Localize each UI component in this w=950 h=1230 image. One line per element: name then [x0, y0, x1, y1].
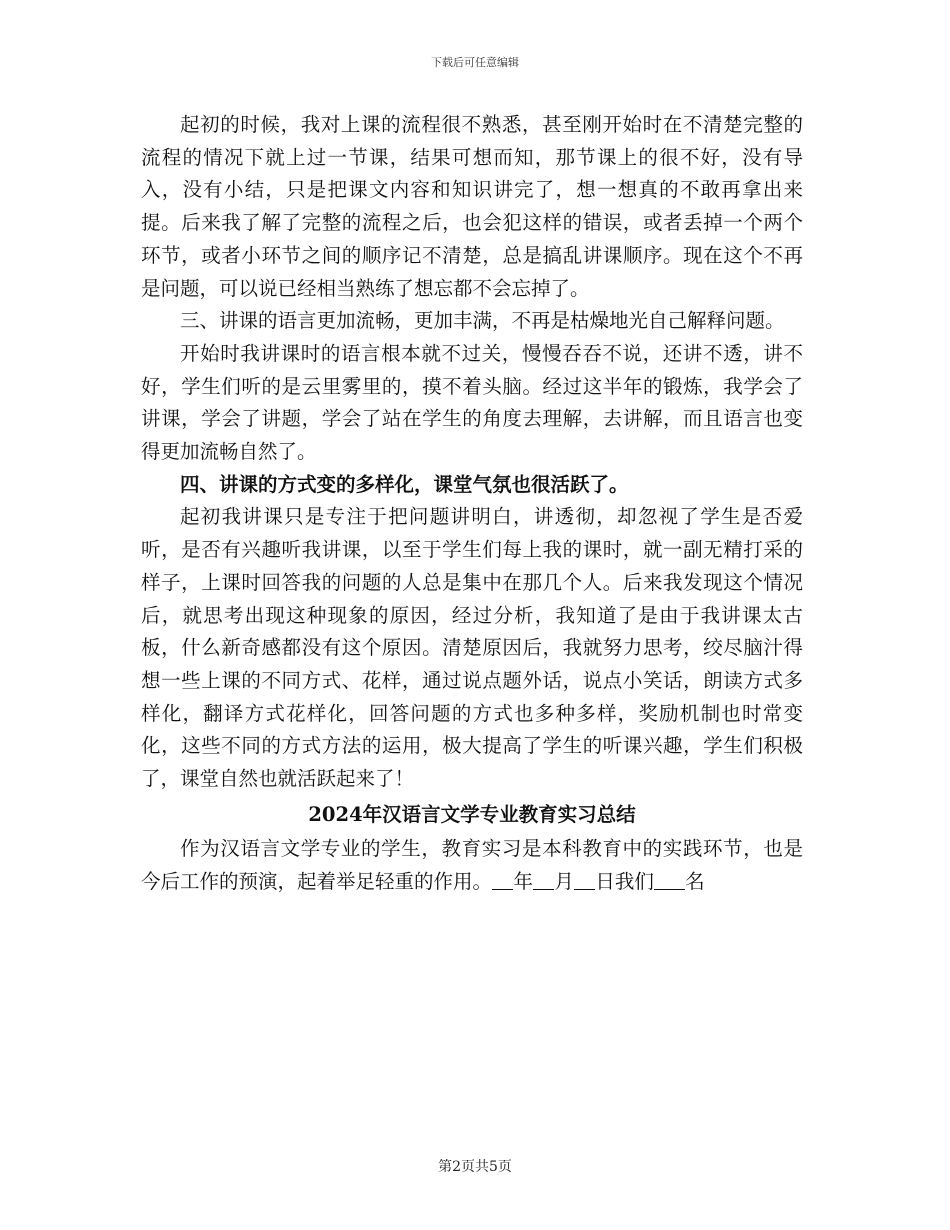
paragraph-4: 起初我讲课只是专注于把问题讲明白，讲透彻，却忽视了学生是否爱听，是否有兴趣听我讲课，以至于学生们每上我的课时，就一副无精打采的样子，上课时回答我的问题的人总是集中在那几个人。后来我发现这个情况后，就思考出现这种现象的原因，经过分析，我知道了是由于我讲课太古板，什么新奇感都没有这个原因。清楚原因后，我就努力思考，绞尽脑汁得想一些上课的不同方式、花样，通过说点题外话，说点小笑话，朗读方式多样化，翻译方式花样化，回答问题的方式也多种多样，奖励机制也时常变化，这些不同的方式方法的运用，极大提高了学生的听课兴趣，学生们积极了，课堂自然也就活跃起来了！ — [141, 505, 803, 791]
year-label: 年 — [513, 870, 533, 894]
paragraph-5 — [141, 833, 803, 898]
paragraph-3: 开始时我讲课时的语言根本就不过关，慢慢吞吞不说，还讲不透，讲不好，学生们听的是云里雾里的，摸不着头脑。经过这半年的锻炼，我学会了讲课，学会了讲题，学会了站在学生的角度去理解，去讲解，而且语言也变得更加流畅自然了。 — [141, 341, 803, 464]
blank-line — [533, 870, 554, 891]
paragraph-1: 起初的时候，我对上课的流程很不熟悉，甚至刚开始时在不清楚完整的流程的情况下就上过一节课，结果可想而知，那节课上的很不好，没有导入，没有小结，只是把课文内容和知识讲完了，想一想真的不敢再拿出来提。后来我了解了完整的流程之后，也会犯这样的错误，或者丢掉一个两个环节，或者小环节之间的顺序记不清楚，总是搞乱讲课顺序。现在这个不再是问题，可以说已经相当熟练了想忘都不会忘掉了。 — [141, 113, 803, 300]
paragraph-5-text: 作为汉语言文学专业的学生，教育实习是本科教育中的实践环节，也是今后工作的预演，起着举足轻重的作用。 — [141, 837, 803, 894]
day-label: 日我们 — [595, 870, 654, 894]
document-body — [141, 109, 803, 899]
count-label: 名 — [685, 870, 705, 894]
blank-line — [654, 870, 685, 891]
page-number: 第2页共5页 — [438, 1159, 512, 1175]
section-title: 2024年汉语言文学专业教育实习总结 — [308, 802, 636, 826]
blank-line — [492, 870, 513, 891]
section-heading-4: 四、讲课的方式变的多样化，课堂气氛也很活跃了。 — [180, 472, 629, 496]
paragraph-2: 三、讲课的语言更加流畅，更加丰满，不再是枯燥地光自己解释问题。 — [180, 309, 785, 333]
page-header-note: 下载后可任意编辑 — [431, 56, 519, 69]
blank-line — [574, 870, 595, 891]
month-label: 月 — [554, 870, 574, 894]
